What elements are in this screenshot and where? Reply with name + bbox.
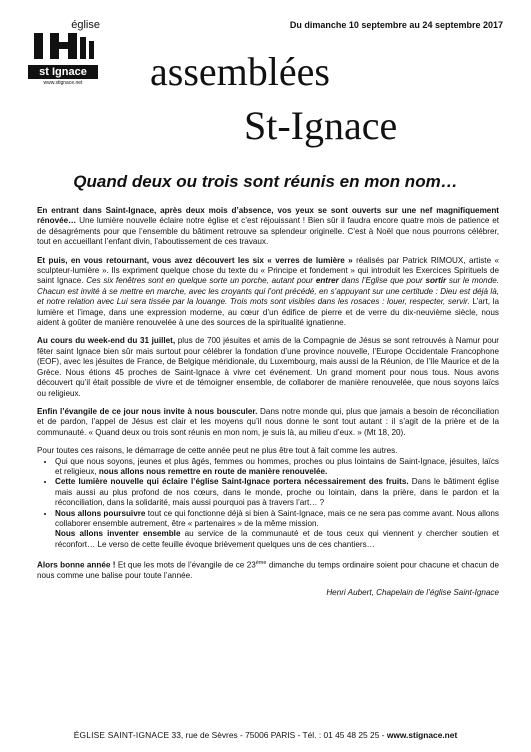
- paragraph-6: [37, 558, 499, 582]
- article-body: [37, 206, 499, 598]
- text-run: L’art, la lumière et l’image, dans une expression moderne, au cœur d’un édifice de pierre et de verre du dix-neuvième siècle, nous aident à goûter de manière renouvelée à une des sources de la spiritualité ignatienne.: [37, 297, 499, 328]
- signature: Henri Aubert, Chapelain de l’église Saint-Ignace: [326, 587, 499, 597]
- text-run: dimanche du temps ordinaire soient pour chacune et chacun de nous comme une balise pour toute l’année.: [37, 560, 499, 581]
- list-item: [55, 457, 499, 478]
- bold-run: Nous allons poursuivre: [55, 508, 146, 518]
- bold-run: Enfin l’évangile de ce jour nous invite à nous bousculer.: [37, 406, 258, 416]
- bold-italic-run: entrer: [315, 276, 339, 286]
- text-run: Qui que nous soyons, jeunes et plus âgés, femmes ou hommes, proches ou plus lointains de Saint-Ignace, jésuites, laïcs et religieux,: [55, 456, 499, 476]
- bold-run: En entrant dans Saint-Ignace, après deux mois d’absence, vos yeux se sont ouverts sur une nef magnifiquement rénovée…: [37, 206, 499, 226]
- church-logo: [28, 20, 106, 86]
- footer-address: 33, rue de Sèvres - 75006 PARIS - Tél. : 01 45 48 25 25 -: [169, 730, 387, 740]
- footer-website: www.stignace.net: [386, 730, 458, 740]
- bold-run: Alors bonne année !: [37, 560, 116, 570]
- superscript: ème: [255, 560, 267, 567]
- title-line-1: assemblées: [150, 49, 330, 94]
- text-run: réalisés par Patrick RIMOUX, artiste « sculpteur-lumière ». Ils expriment quelque chose du texte du « Principe et fondement » qui introduit les Exercices Spirituels de saint Ignace.: [37, 255, 499, 286]
- logo-eglise-text: église: [71, 19, 100, 31]
- paragraph-1: [37, 206, 499, 248]
- text-run: Dans le bâtiment église mais aussi au plus profond de nos cœurs, dans le monde, proche ou lointain, dans la prière, dans le pardon et la réconciliation, dans la solidarité, mais aussi pourquoi pas à travers l’art… ?: [55, 477, 499, 508]
- bold-run: nous allons nous remettre en route de manière renouvelée.: [98, 466, 328, 476]
- text-run: Une lumière nouvelle éclaire notre église et c’est réjouissant ! Bien sûr il faudra encore quatre mois de patience et de désagréments pour que l’ensemble du bâtiment retrouve sa splendeur originelle. C’est à Noël que nous pourrons célébrer, tout en accueillant l’enfant divin, l’aboutissement de ces travaux.: [37, 216, 499, 247]
- headline: Quand deux ou trois sont réunis en mon nom…: [73, 172, 458, 191]
- text-run: plus de 700 jésuites et amis de la Compagnie de Jésus se sont retrouvés à Namur pour fêter saint Ignace bien sûr mais surtout pour célébrer la fondation d’une province nouvelle, l’Europe Occidentale Francophone (EOF), avec les jésuites de France, de Belgique méridionale, du Luxembourg, mais aussi de la Réunion, de l’Ile Maurice et de la Grèce. Nous étions 45 proches de Saint-Ignace à vivre cet événement. Un grand moment pour nous tous. Nous avons découvert qu’il était possible de vivre et de témoigner ensemble, de collaborer de manière renouvelée, que nous soyons laïcs ou religieux.: [37, 336, 499, 398]
- bold-run: Nous allons inventer ensemble: [55, 529, 181, 539]
- paragraph-5: Pour toutes ces raisons, le démarrage de cette année peut ne plus être tout à fait comme les autres.: [37, 446, 398, 456]
- logo-name: st Ignace: [28, 65, 98, 79]
- paragraph-3: [37, 336, 499, 398]
- date-range: Du dimanche 10 septembre au 24 septembre 2017: [289, 20, 503, 30]
- italic-run: dans l’Eglise que pour: [338, 276, 426, 286]
- list-item: [55, 509, 499, 551]
- italic-run: Ces six fenêtres sont en quelque sorte un porche, autant pour: [86, 276, 316, 286]
- italic-run: sur le monde. Chacun est invité à se mettre en marche, avec les croyants qui l’ont précédé, en s’appuyant sur une certitude : Dieu est déjà là, et notre relation avec Lui sera tissée par la louange. Trois mots sont visibles dans les rosaces : louer, respecter, servir.: [37, 276, 499, 307]
- text-run: Et que les mots de l’évangile de ce 23: [115, 560, 256, 570]
- title-line-2: St-Ignace: [244, 103, 398, 148]
- bold-run: Au cours du week-end du 31 juillet,: [37, 336, 176, 346]
- paragraph-4: [37, 407, 499, 438]
- footer-name: ÉGLISE SAINT-IGNACE: [73, 730, 170, 740]
- text-run: au service de la communauté et de tous ceux qui viennent y chercher soutien et réconfort… Le verso de cette feuille évoque brièvement quelques uns de ces chantiers…: [55, 529, 500, 549]
- footer: [0, 730, 531, 740]
- bold-run: Cette lumière nouvelle qui éclaire l’église Saint-Ignace portera nécessairement des fruits.: [55, 477, 409, 487]
- ih-monogram-icon: [28, 31, 98, 59]
- text-run: tout ce qui fonctionne déjà si bien à Saint-Ignace, mais ce ne sera pas comme avant. Nous allons collaborer ensemble autrement, être « partenaires » de la même mission.: [55, 508, 499, 528]
- paragraph-2: [37, 256, 499, 329]
- bullet-list: [37, 457, 499, 551]
- logo-url: www.stignace.net: [43, 80, 83, 86]
- bold-run: Et puis, en vous retournant, vous avez découvert les six « verres de lumière »: [37, 255, 353, 265]
- text-run: Dans notre monde qui, plus que jamais a besoin de réconciliation et de pardon, l’appel de Jésus est clair et les moyens qu’il nous donne le sont tout autant : il s’agit de la prière et de la communauté. « Quand deux ou trois sont réunis en mon nom, je suis là, au milieu d’eux. » (Mt 18, 20).: [37, 406, 499, 437]
- bold-italic-run: sortir: [425, 276, 447, 286]
- list-item: [55, 477, 499, 508]
